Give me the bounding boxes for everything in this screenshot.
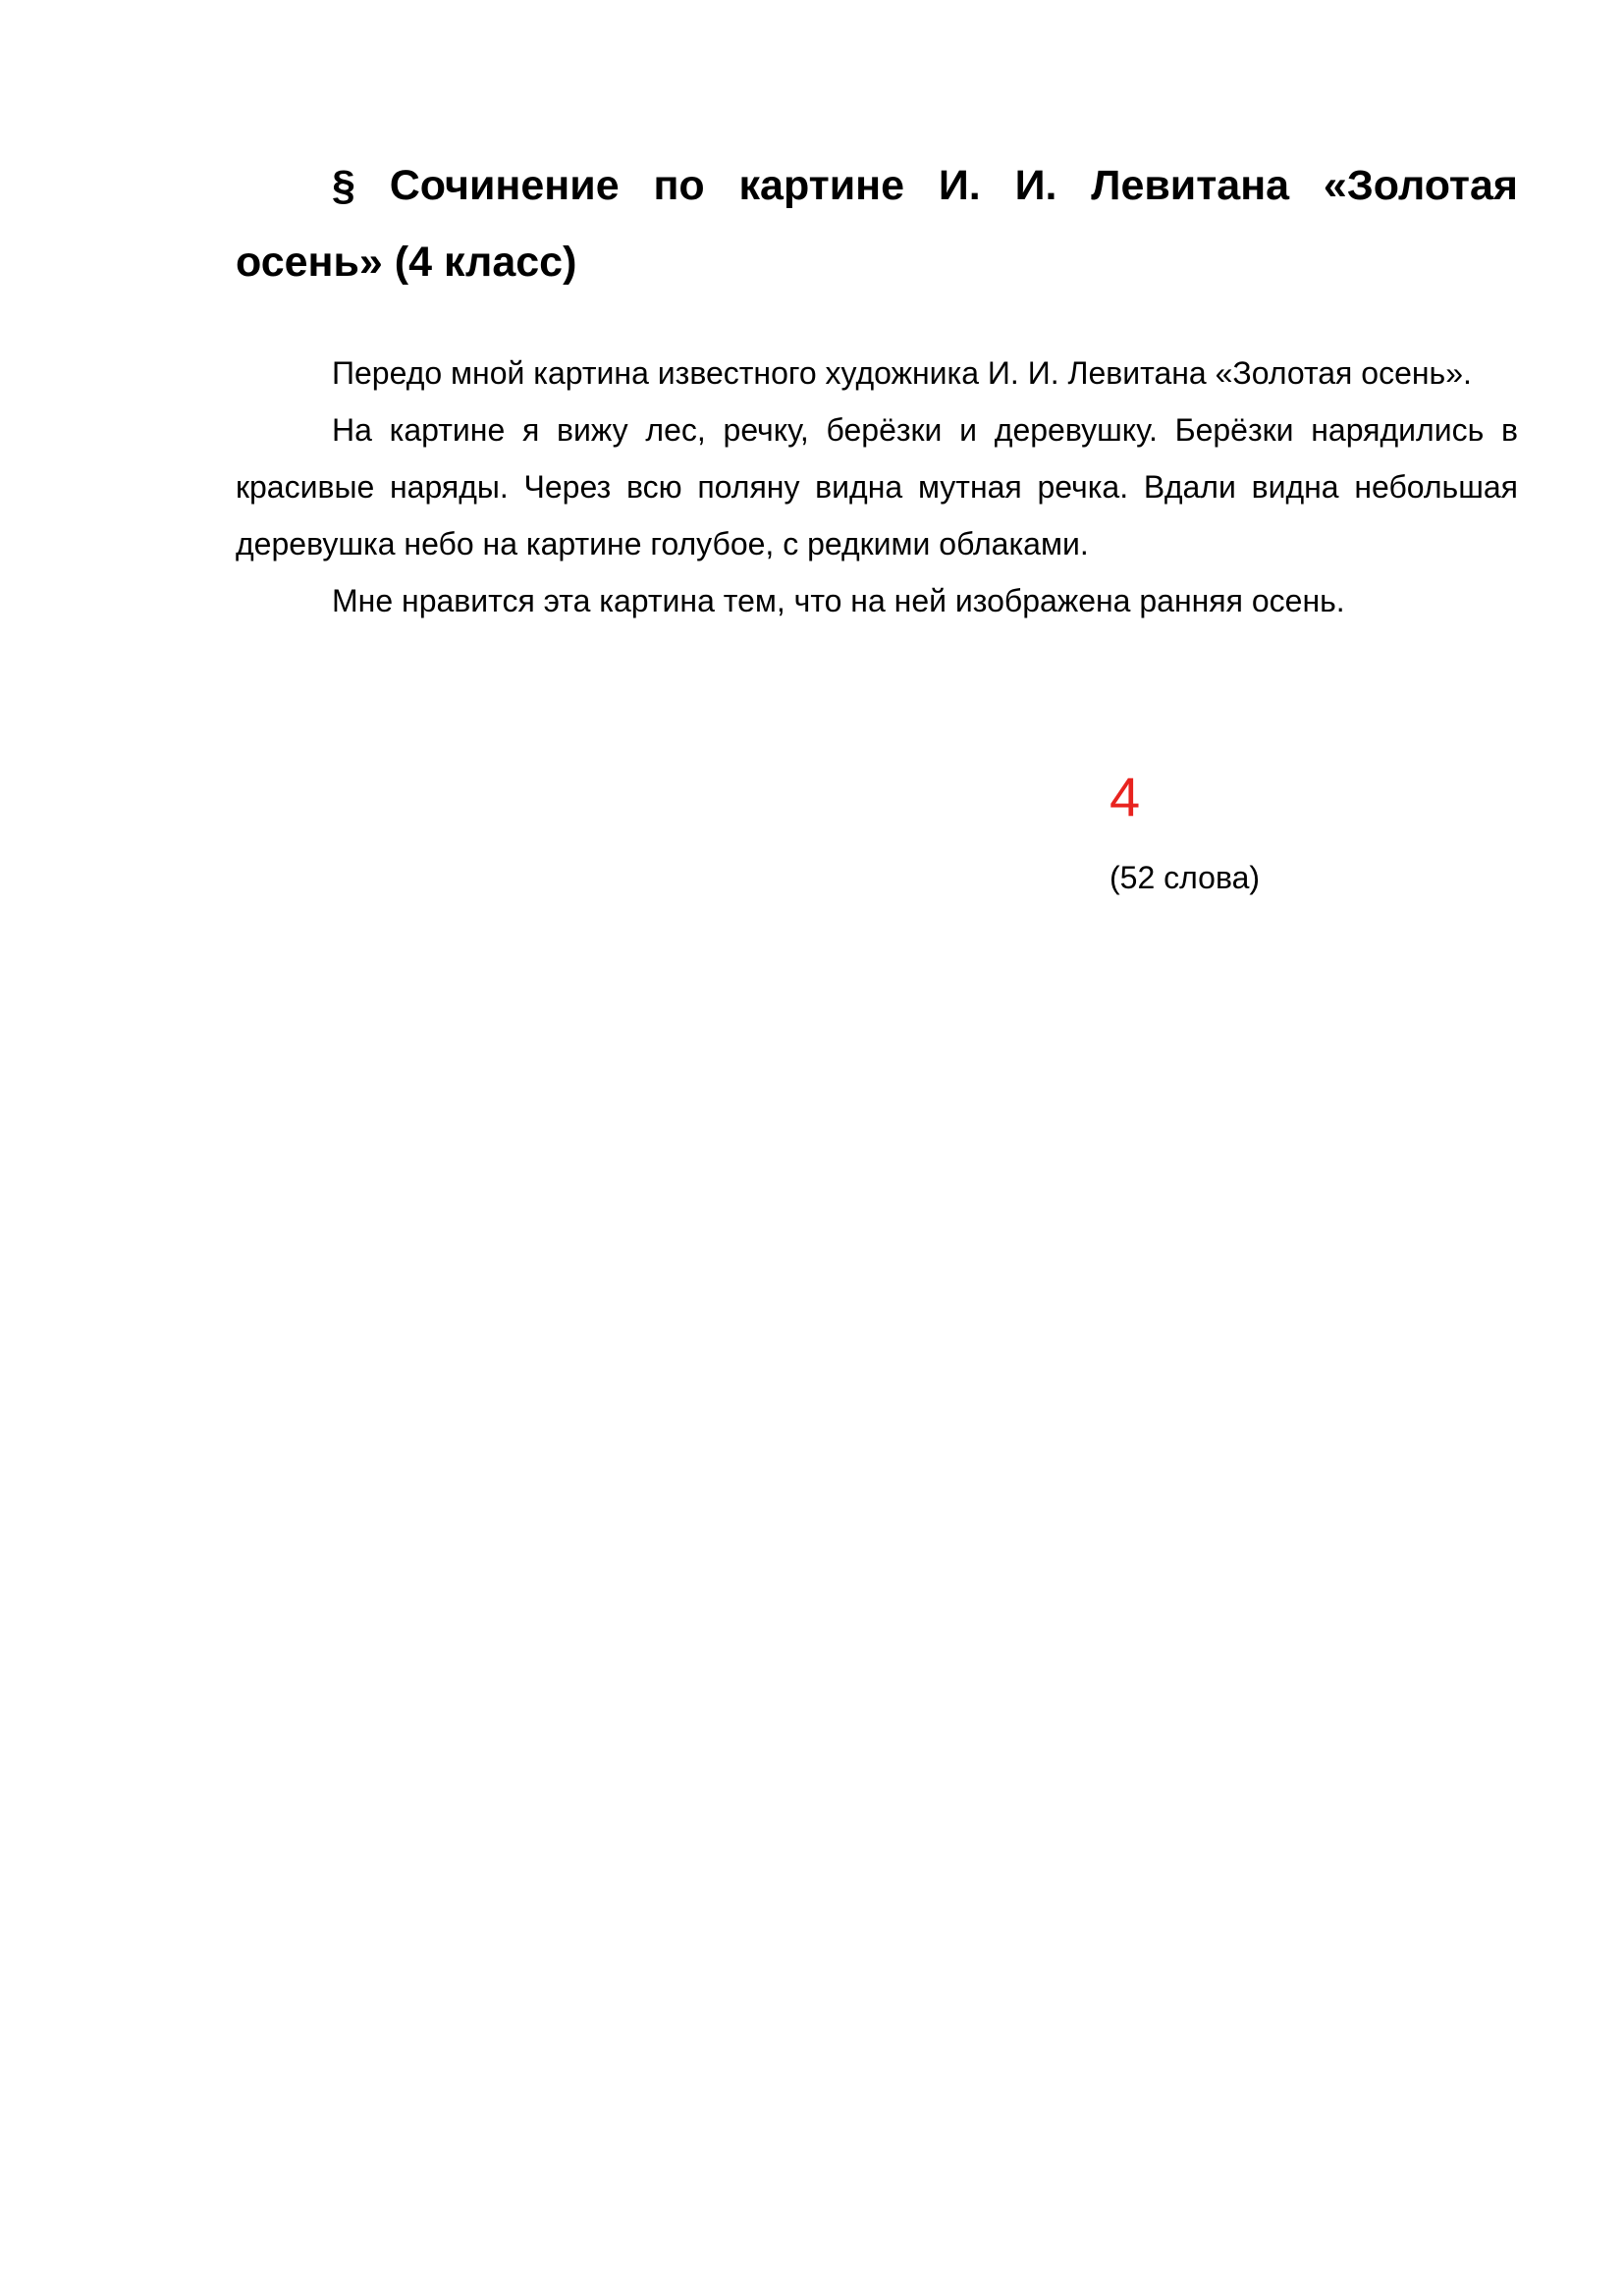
essay-body — [236, 345, 1518, 629]
essay-paragraph-3: Мне нравится эта картина тем, что на ней изображена ранняя осень. — [332, 583, 1345, 618]
grade-mark: 4 — [1110, 766, 1141, 828]
essay-paragraph-2: На картине я вижу лес, речку, берёзки и деревушку. Берёзки нарядились в красивые наряды. Через всю поляну видна мутная речка. Вдали видна небольшая деревушка небо на картине голубое, с редкими облаками. — [236, 412, 1518, 561]
document-content — [236, 147, 1518, 629]
essay-paragraph-1: Передо мной картина известного художника И. И. Левитана «Золотая осень». — [332, 355, 1472, 391]
essay-title: § Сочинение по картине И. И. Левитана «Золотая осень» (4 класс) — [236, 162, 1518, 286]
word-count: (52 слова) — [1110, 860, 1261, 895]
grade-block — [1110, 766, 1260, 897]
